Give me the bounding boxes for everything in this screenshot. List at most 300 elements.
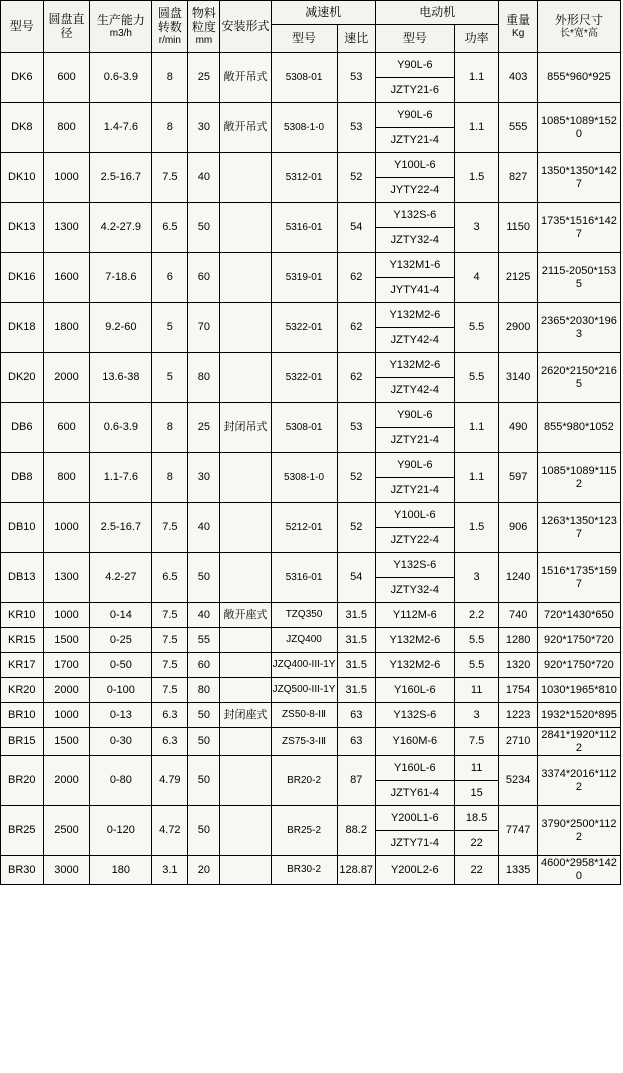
cell-model: KR17 <box>1 653 44 678</box>
cell-disc-diameter: 2500 <box>43 806 90 856</box>
cell-dimensions: 2841*1920*1122 <box>537 728 620 756</box>
cell-mounting: 敞开座式 <box>220 603 271 628</box>
table-row <box>1 453 621 478</box>
cell-material-size: 50 <box>188 806 220 856</box>
cell-capacity: 13.6-38 <box>90 353 152 403</box>
cell-motor-model: Y200L1-6 <box>375 806 454 831</box>
table-row <box>1 728 621 756</box>
col-header-disc-speed-label: 圆盘转数 <box>157 5 182 34</box>
cell-disc-diameter: 1300 <box>43 553 90 603</box>
cell-reducer-ratio: 52 <box>337 153 375 203</box>
cell-reducer-model: JZQ400-III-1Y <box>271 653 337 678</box>
cell-dimensions: 920*1750*720 <box>537 653 620 678</box>
table-row <box>1 253 621 278</box>
cell-material-size: 80 <box>188 678 220 703</box>
cell-reducer-ratio: 62 <box>337 303 375 353</box>
cell-material-size: 25 <box>188 53 220 103</box>
col-header-motor-model: 型号 <box>375 25 454 53</box>
cell-mounting <box>220 353 271 403</box>
table-row <box>1 203 621 228</box>
cell-reducer-ratio: 53 <box>337 53 375 103</box>
cell-reducer-model: JZQ500-III-1Y <box>271 678 337 703</box>
cell-mounting <box>220 856 271 884</box>
cell-material-size: 60 <box>188 653 220 678</box>
cell-dimensions: 1735*1516*1427 <box>537 203 620 253</box>
cell-motor-model: JZTY32-4 <box>375 578 454 603</box>
cell-capacity: 7-18.6 <box>90 253 152 303</box>
cell-reducer-model: BR20-2 <box>271 756 337 806</box>
cell-reducer-model: JZQ400 <box>271 628 337 653</box>
cell-disc-diameter: 2000 <box>43 678 90 703</box>
cell-disc-speed: 7.5 <box>152 503 188 553</box>
cell-motor-power: 5.5 <box>454 303 499 353</box>
cell-disc-diameter: 3000 <box>43 856 90 884</box>
cell-capacity: 0-25 <box>90 628 152 653</box>
cell-model: BR20 <box>1 756 44 806</box>
cell-reducer-model: ZS50-8-ⅠⅡ <box>271 703 337 728</box>
col-header-capacity-unit: m3/h <box>109 27 132 39</box>
cell-dimensions: 855*980*1052 <box>537 403 620 453</box>
table-row <box>1 653 621 678</box>
group-header-reducer: 减速机 <box>271 1 375 25</box>
cell-disc-diameter: 1000 <box>43 603 90 628</box>
cell-dimensions: 2620*2150*2165 <box>537 353 620 403</box>
cell-motor-power: 5.5 <box>454 353 499 403</box>
cell-reducer-ratio: 63 <box>337 728 375 756</box>
cell-disc-speed: 6.5 <box>152 203 188 253</box>
cell-motor-power: 2.2 <box>454 603 499 628</box>
cell-motor-model: Y160L-6 <box>375 678 454 703</box>
col-header-dimensions-sub: 长*宽*高 <box>560 27 598 39</box>
cell-model: DK20 <box>1 353 44 403</box>
cell-material-size: 50 <box>188 728 220 756</box>
cell-motor-model: Y132M1-6 <box>375 253 454 278</box>
cell-weight: 1335 <box>499 856 537 884</box>
cell-mounting <box>220 153 271 203</box>
cell-capacity: 0-13 <box>90 703 152 728</box>
cell-reducer-ratio: 31.5 <box>337 628 375 653</box>
cell-weight: 403 <box>499 53 537 103</box>
header-row-top <box>1 1 621 25</box>
cell-weight: 2900 <box>499 303 537 353</box>
table-row <box>1 303 621 328</box>
cell-disc-speed: 7.5 <box>152 153 188 203</box>
cell-reducer-ratio: 53 <box>337 403 375 453</box>
cell-motor-power: 22 <box>454 831 499 856</box>
col-header-material-size-unit: mm <box>195 34 213 46</box>
cell-motor-power: 1.1 <box>454 53 499 103</box>
cell-reducer-ratio: 54 <box>337 553 375 603</box>
cell-disc-diameter: 1000 <box>43 703 90 728</box>
cell-dimensions: 1516*1735*1597 <box>537 553 620 603</box>
cell-model: DK6 <box>1 53 44 103</box>
cell-mounting <box>220 728 271 756</box>
cell-capacity: 4.2-27.9 <box>90 203 152 253</box>
cell-disc-speed: 6 <box>152 253 188 303</box>
cell-disc-speed: 7.5 <box>152 678 188 703</box>
cell-dimensions: 1085*1089*1152 <box>537 453 620 503</box>
cell-reducer-model: 5308-01 <box>271 53 337 103</box>
cell-motor-power: 1.1 <box>454 403 499 453</box>
cell-motor-model: JZTY71-4 <box>375 831 454 856</box>
cell-weight: 2710 <box>499 728 537 756</box>
cell-model: DK16 <box>1 253 44 303</box>
cell-mounting <box>220 806 271 856</box>
cell-mounting <box>220 678 271 703</box>
cell-capacity: 0-50 <box>90 653 152 678</box>
cell-disc-speed: 8 <box>152 403 188 453</box>
cell-disc-speed: 8 <box>152 103 188 153</box>
cell-capacity: 2.5-16.7 <box>90 503 152 553</box>
cell-model: BR10 <box>1 703 44 728</box>
cell-capacity: 180 <box>90 856 152 884</box>
cell-capacity: 9.2-60 <box>90 303 152 353</box>
cell-motor-model: Y200L2-6 <box>375 856 454 884</box>
cell-mounting <box>220 453 271 503</box>
cell-reducer-ratio: 53 <box>337 103 375 153</box>
cell-reducer-ratio: 63 <box>337 703 375 728</box>
cell-motor-model: JZTY21-4 <box>375 128 454 153</box>
table-row <box>1 678 621 703</box>
cell-motor-model: Y132M2-6 <box>375 353 454 378</box>
cell-motor-model: JZTY21-4 <box>375 428 454 453</box>
cell-capacity: 0-80 <box>90 756 152 806</box>
cell-capacity: 0-14 <box>90 603 152 628</box>
cell-capacity: 0-100 <box>90 678 152 703</box>
cell-motor-model: Y90L-6 <box>375 103 454 128</box>
cell-disc-speed: 8 <box>152 453 188 503</box>
cell-capacity: 0.6-3.9 <box>90 53 152 103</box>
cell-disc-diameter: 2000 <box>43 353 90 403</box>
col-header-motor-power: 功率 <box>454 25 499 53</box>
cell-reducer-ratio: 62 <box>337 353 375 403</box>
cell-model: DB13 <box>1 553 44 603</box>
cell-dimensions: 2115-2050*1535 <box>537 253 620 303</box>
cell-motor-power: 15 <box>454 781 499 806</box>
cell-motor-power: 7.5 <box>454 728 499 756</box>
col-header-weight-label: 重量 <box>506 12 531 27</box>
col-header-model-label: 型号 <box>9 18 34 33</box>
cell-model: DB10 <box>1 503 44 553</box>
col-header-reducer-model: 型号 <box>271 25 337 53</box>
cell-model: KR15 <box>1 628 44 653</box>
cell-model: DK10 <box>1 153 44 203</box>
col-header-disc-diameter <box>43 1 90 53</box>
col-header-reducer-ratio: 速比 <box>337 25 375 53</box>
cell-material-size: 70 <box>188 303 220 353</box>
cell-disc-speed: 4.79 <box>152 756 188 806</box>
cell-disc-speed: 5 <box>152 303 188 353</box>
cell-reducer-ratio: 87 <box>337 756 375 806</box>
cell-capacity: 1.1-7.6 <box>90 453 152 503</box>
cell-disc-diameter: 1600 <box>43 253 90 303</box>
cell-motor-power: 18.5 <box>454 806 499 831</box>
table-row <box>1 553 621 578</box>
cell-disc-diameter: 1000 <box>43 153 90 203</box>
cell-disc-speed: 7.5 <box>152 628 188 653</box>
cell-model: DK8 <box>1 103 44 153</box>
cell-motor-model: Y132M2-6 <box>375 303 454 328</box>
cell-disc-diameter: 1700 <box>43 653 90 678</box>
cell-capacity: 0.6-3.9 <box>90 403 152 453</box>
cell-reducer-model: BR30-2 <box>271 856 337 884</box>
cell-weight: 1240 <box>499 553 537 603</box>
cell-motor-model: JYTY41-4 <box>375 278 454 303</box>
cell-dimensions: 1085*1089*1520 <box>537 103 620 153</box>
cell-disc-speed: 6.3 <box>152 728 188 756</box>
cell-weight: 2125 <box>499 253 537 303</box>
cell-capacity: 4.2-27 <box>90 553 152 603</box>
cell-material-size: 40 <box>188 503 220 553</box>
cell-material-size: 80 <box>188 353 220 403</box>
cell-motor-model: JZTY42-4 <box>375 328 454 353</box>
col-header-disc-speed-unit: r/min <box>158 34 181 46</box>
cell-weight: 827 <box>499 153 537 203</box>
table-row <box>1 53 621 78</box>
cell-mounting <box>220 756 271 806</box>
col-header-disc-speed <box>152 1 188 53</box>
cell-dimensions: 1350*1350*1427 <box>537 153 620 203</box>
table-row <box>1 806 621 831</box>
cell-motor-power: 11 <box>454 756 499 781</box>
cell-disc-speed: 7.5 <box>152 603 188 628</box>
cell-disc-diameter: 1000 <box>43 503 90 553</box>
cell-motor-model: Y112M-6 <box>375 603 454 628</box>
cell-material-size: 55 <box>188 628 220 653</box>
table-row <box>1 103 621 128</box>
cell-weight: 740 <box>499 603 537 628</box>
cell-motor-model: Y132M2-6 <box>375 628 454 653</box>
table-row <box>1 756 621 781</box>
cell-reducer-ratio: 52 <box>337 503 375 553</box>
col-header-mounting <box>220 1 271 53</box>
cell-mounting: 封闭座式 <box>220 703 271 728</box>
cell-mounting: 敞开吊式 <box>220 53 271 103</box>
cell-dimensions: 3790*2500*1122 <box>537 806 620 856</box>
cell-mounting <box>220 628 271 653</box>
cell-dimensions: 1030*1965*810 <box>537 678 620 703</box>
cell-reducer-ratio: 52 <box>337 453 375 503</box>
cell-motor-model: Y100L-6 <box>375 153 454 178</box>
cell-model: DB6 <box>1 403 44 453</box>
cell-motor-power: 5.5 <box>454 653 499 678</box>
cell-disc-diameter: 1800 <box>43 303 90 353</box>
cell-motor-model: JZTY32-4 <box>375 228 454 253</box>
cell-material-size: 40 <box>188 153 220 203</box>
cell-mounting: 敞开吊式 <box>220 103 271 153</box>
cell-material-size: 50 <box>188 703 220 728</box>
cell-model: DK18 <box>1 303 44 353</box>
cell-disc-diameter: 600 <box>43 403 90 453</box>
cell-reducer-ratio: 62 <box>337 253 375 303</box>
col-header-material-size-label: 物料粒度 <box>191 5 216 34</box>
cell-motor-power: 1.1 <box>454 453 499 503</box>
cell-reducer-model: 5322-01 <box>271 353 337 403</box>
cell-motor-power: 4 <box>454 253 499 303</box>
col-header-dimensions-label: 外形尺寸 <box>554 12 603 27</box>
col-header-mounting-label: 安装形式 <box>221 18 270 33</box>
cell-capacity: 0-120 <box>90 806 152 856</box>
cell-weight: 1280 <box>499 628 537 653</box>
cell-reducer-model: 5308-1-0 <box>271 103 337 153</box>
table-row <box>1 503 621 528</box>
cell-model: BR30 <box>1 856 44 884</box>
cell-weight: 3140 <box>499 353 537 403</box>
cell-disc-diameter: 800 <box>43 103 90 153</box>
col-header-disc-diameter-label: 圆盘直径 <box>48 11 85 40</box>
table-row <box>1 603 621 628</box>
cell-material-size: 30 <box>188 103 220 153</box>
cell-motor-model: Y132M2-6 <box>375 653 454 678</box>
cell-motor-power: 1.5 <box>454 153 499 203</box>
cell-disc-speed: 7.5 <box>152 653 188 678</box>
cell-reducer-ratio: 88.2 <box>337 806 375 856</box>
cell-reducer-model: 5319-01 <box>271 253 337 303</box>
col-header-material-size <box>188 1 220 53</box>
cell-motor-model: Y100L-6 <box>375 503 454 528</box>
cell-model: DB8 <box>1 453 44 503</box>
cell-model: BR15 <box>1 728 44 756</box>
cell-reducer-model: 5322-01 <box>271 303 337 353</box>
cell-motor-model: JZTY61-4 <box>375 781 454 806</box>
cell-model: BR25 <box>1 806 44 856</box>
cell-mounting <box>220 503 271 553</box>
cell-material-size: 30 <box>188 453 220 503</box>
cell-disc-speed: 4.72 <box>152 806 188 856</box>
cell-motor-power: 1.5 <box>454 503 499 553</box>
cell-reducer-ratio: 31.5 <box>337 603 375 628</box>
cell-reducer-model: TZQ350 <box>271 603 337 628</box>
cell-material-size: 25 <box>188 403 220 453</box>
cell-reducer-ratio: 128.87 <box>337 856 375 884</box>
cell-dimensions: 2365*2030*1963 <box>537 303 620 353</box>
cell-motor-power: 1.1 <box>454 103 499 153</box>
col-header-capacity-label: 生产能力 <box>96 12 145 27</box>
cell-reducer-model: 5312-01 <box>271 153 337 203</box>
cell-mounting <box>220 253 271 303</box>
cell-motor-model: Y90L-6 <box>375 453 454 478</box>
cell-disc-diameter: 800 <box>43 453 90 503</box>
cell-disc-speed: 8 <box>152 53 188 103</box>
cell-reducer-model: 5316-01 <box>271 203 337 253</box>
cell-dimensions: 720*1430*650 <box>537 603 620 628</box>
cell-weight: 906 <box>499 503 537 553</box>
cell-weight: 1223 <box>499 703 537 728</box>
cell-motor-power: 11 <box>454 678 499 703</box>
cell-dimensions: 920*1750*720 <box>537 628 620 653</box>
cell-model: KR20 <box>1 678 44 703</box>
cell-motor-model: JZTY22-4 <box>375 528 454 553</box>
cell-motor-power: 3 <box>454 703 499 728</box>
table-row <box>1 856 621 884</box>
cell-disc-speed: 5 <box>152 353 188 403</box>
cell-disc-speed: 6.5 <box>152 553 188 603</box>
cell-mounting <box>220 653 271 678</box>
cell-reducer-model: ZS75-3-ⅠⅡ <box>271 728 337 756</box>
table-header <box>1 1 621 53</box>
cell-motor-power: 3 <box>454 203 499 253</box>
cell-weight: 490 <box>499 403 537 453</box>
cell-weight: 1320 <box>499 653 537 678</box>
table-row <box>1 353 621 378</box>
cell-material-size: 50 <box>188 203 220 253</box>
cell-material-size: 40 <box>188 603 220 628</box>
cell-motor-power: 3 <box>454 553 499 603</box>
cell-material-size: 60 <box>188 253 220 303</box>
table-row <box>1 153 621 178</box>
cell-mounting <box>220 303 271 353</box>
col-header-model <box>1 1 44 53</box>
cell-reducer-model: 5308-1-0 <box>271 453 337 503</box>
col-header-dimensions <box>537 1 620 53</box>
cell-capacity: 0-30 <box>90 728 152 756</box>
cell-material-size: 50 <box>188 553 220 603</box>
table-row <box>1 703 621 728</box>
cell-mounting <box>220 203 271 253</box>
cell-dimensions: 1263*1350*1237 <box>537 503 620 553</box>
cell-motor-model: Y160L-6 <box>375 756 454 781</box>
group-header-motor: 电动机 <box>375 1 499 25</box>
cell-material-size: 20 <box>188 856 220 884</box>
cell-model: DK13 <box>1 203 44 253</box>
cell-reducer-ratio: 54 <box>337 203 375 253</box>
cell-mounting <box>220 553 271 603</box>
cell-motor-model: Y90L-6 <box>375 53 454 78</box>
cell-motor-model: Y132S-6 <box>375 553 454 578</box>
cell-motor-power: 5.5 <box>454 628 499 653</box>
cell-weight: 5234 <box>499 756 537 806</box>
cell-motor-model: JZTY21-6 <box>375 78 454 103</box>
cell-weight: 597 <box>499 453 537 503</box>
cell-disc-diameter: 600 <box>43 53 90 103</box>
cell-dimensions: 3374*2016*1122 <box>537 756 620 806</box>
cell-dimensions: 855*960*925 <box>537 53 620 103</box>
table-body <box>1 53 621 885</box>
cell-motor-model: JYTY22-4 <box>375 178 454 203</box>
cell-disc-speed: 6.3 <box>152 703 188 728</box>
cell-motor-model: Y132S-6 <box>375 203 454 228</box>
cell-reducer-model: 5308-01 <box>271 403 337 453</box>
cell-dimensions: 4600*2958*1420 <box>537 856 620 884</box>
cell-reducer-model: BR25-2 <box>271 806 337 856</box>
cell-motor-model: Y90L-6 <box>375 403 454 428</box>
cell-motor-model: Y132S-6 <box>375 703 454 728</box>
cell-capacity: 1.4-7.6 <box>90 103 152 153</box>
cell-motor-power: 22 <box>454 856 499 884</box>
cell-material-size: 50 <box>188 756 220 806</box>
cell-reducer-model: 5316-01 <box>271 553 337 603</box>
cell-weight: 1150 <box>499 203 537 253</box>
cell-model: KR10 <box>1 603 44 628</box>
cell-mounting: 封闭吊式 <box>220 403 271 453</box>
cell-dimensions: 1932*1520*895 <box>537 703 620 728</box>
cell-disc-diameter: 1500 <box>43 728 90 756</box>
col-header-capacity <box>90 1 152 53</box>
cell-weight: 1754 <box>499 678 537 703</box>
cell-motor-model: JZTY42-4 <box>375 378 454 403</box>
cell-disc-speed: 3.1 <box>152 856 188 884</box>
cell-reducer-model: 5212-01 <box>271 503 337 553</box>
cell-reducer-ratio: 31.5 <box>337 653 375 678</box>
cell-weight: 555 <box>499 103 537 153</box>
cell-disc-diameter: 1500 <box>43 628 90 653</box>
cell-capacity: 2.5-16.7 <box>90 153 152 203</box>
cell-motor-model: Y160M-6 <box>375 728 454 756</box>
cell-disc-diameter: 1300 <box>43 203 90 253</box>
cell-reducer-ratio: 31.5 <box>337 678 375 703</box>
table-row <box>1 628 621 653</box>
col-header-weight <box>499 1 537 53</box>
